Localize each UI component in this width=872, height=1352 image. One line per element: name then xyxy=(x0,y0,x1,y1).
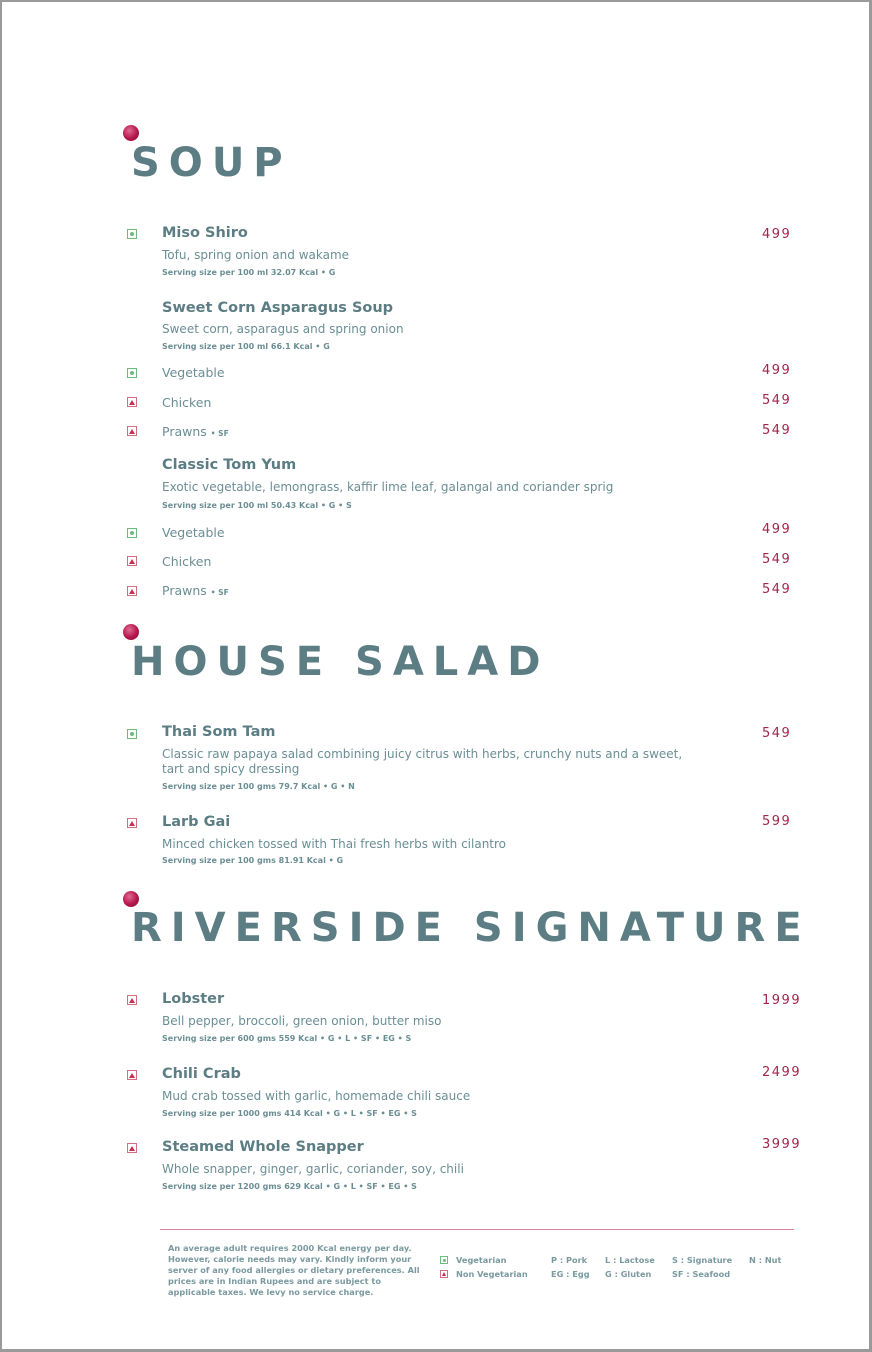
variant-label: Chicken xyxy=(162,395,212,410)
dish-description: Sweet corn, asparagus and spring onion xyxy=(162,322,404,336)
non-veg-icon xyxy=(127,397,137,407)
non-veg-icon xyxy=(127,586,137,596)
legend-non-vegetarian: Non Vegetarian xyxy=(456,1269,528,1279)
dish-price: 499 xyxy=(762,227,792,242)
dish-name: Larb Gai xyxy=(162,814,231,830)
veg-icon xyxy=(127,229,137,239)
legend-nut: N : Nut xyxy=(749,1255,782,1265)
non-veg-icon xyxy=(127,1143,137,1153)
dish-name: Sweet Corn Asparagus Soup xyxy=(162,300,394,316)
section-bullet xyxy=(123,125,139,141)
veg-icon xyxy=(127,729,137,739)
veg-icon xyxy=(440,1256,448,1264)
dish-description: Minced chicken tossed with Thai fresh herbs with cilantro xyxy=(162,837,507,851)
variant-price: 549 xyxy=(762,423,792,438)
non-veg-icon xyxy=(127,426,137,436)
veg-icon xyxy=(127,528,137,538)
section-title-soup: SOUP xyxy=(131,140,292,186)
variant-label: Prawns • SF xyxy=(162,583,229,598)
section-bullet xyxy=(123,624,139,640)
dish-name: Thai Som Tam xyxy=(162,724,276,740)
dish-description: Tofu, spring onion and wakame xyxy=(162,248,350,262)
legend-seafood: SF : Seafood xyxy=(672,1269,731,1279)
dish-price: 2499 xyxy=(762,1065,802,1080)
serving-info: Serving size per 1200 gms 629 Kcal • G • L • SF • EG • S xyxy=(162,1182,417,1191)
dish-description: Whole snapper, ginger, garlic, coriander, soy, chili xyxy=(162,1162,464,1176)
non-veg-icon xyxy=(127,995,137,1005)
non-veg-icon xyxy=(127,1070,137,1080)
dish-description: Classic raw papaya salad combining juicy citrus with herbs, crunchy nuts and a sweet, tart and spicy dressing xyxy=(162,747,683,776)
section-title-riverside-signature: RIVERSIDE SIGNATURE xyxy=(131,905,811,951)
non-veg-icon xyxy=(127,818,137,828)
dish-name: Miso Shiro xyxy=(162,225,248,241)
variant-price: 499 xyxy=(762,363,792,378)
legend-egg: EG : Egg xyxy=(551,1269,590,1279)
allergen-tag: • SF xyxy=(210,429,229,438)
variant-label: Vegetable xyxy=(162,525,225,540)
serving-info: Serving size per 600 gms 559 Kcal • G • L • SF • EG • S xyxy=(162,1034,412,1043)
section-title-house-salad: HOUSE SALAD xyxy=(131,639,550,685)
dish-price: 1999 xyxy=(762,993,802,1008)
veg-icon xyxy=(127,368,137,378)
legend-signature: S : Signature xyxy=(672,1255,733,1265)
variant-price: 549 xyxy=(762,582,792,597)
dish-description: Exotic vegetable, lemongrass, kaffir lime leaf, galangal and coriander sprig xyxy=(162,480,614,494)
variant-label: Chicken xyxy=(162,554,212,569)
legend-lactose: L : Lactose xyxy=(605,1255,655,1265)
dish-description: Bell pepper, broccoli, green onion, butter miso xyxy=(162,1014,442,1028)
dish-name: Chili Crab xyxy=(162,1066,241,1082)
variant-price: 549 xyxy=(762,393,792,408)
dish-price: 599 xyxy=(762,814,792,829)
dish-name: Classic Tom Yum xyxy=(162,457,297,473)
dish-name: Lobster xyxy=(162,991,225,1007)
variant-label: Vegetable xyxy=(162,365,225,380)
variant-price: 549 xyxy=(762,552,792,567)
dish-description: Mud crab tossed with garlic, homemade chili sauce xyxy=(162,1089,471,1103)
serving-info: Serving size per 100 ml 32.07 Kcal • G xyxy=(162,268,336,277)
allergen-tag: • SF xyxy=(210,588,229,597)
dish-price: 3999 xyxy=(762,1137,802,1152)
serving-info: Serving size per 100 ml 66.1 Kcal • G xyxy=(162,342,330,351)
variant-label: Prawns • SF xyxy=(162,424,229,439)
variant-price: 499 xyxy=(762,522,792,537)
footer-divider xyxy=(160,1229,794,1230)
legend-gluten: G : Gluten xyxy=(605,1269,652,1279)
non-veg-icon xyxy=(127,556,137,566)
serving-info: Serving size per 100 ml 50.43 Kcal • G • S xyxy=(162,501,352,510)
non-veg-icon xyxy=(440,1270,448,1278)
dish-name: Steamed Whole Snapper xyxy=(162,1139,364,1155)
serving-info: Serving size per 100 gms 81.91 Kcal • G xyxy=(162,856,344,865)
footer-note: An average adult requires 2000 Kcal energy per day. However, calorie needs may vary. Kindly inform your server of any food allergies or dietary preferences. All prices are in Indian Rupees and are subject to applicable taxes. We levy no service charge. xyxy=(168,1243,420,1297)
legend-vegetarian: Vegetarian xyxy=(456,1255,507,1265)
serving-info: Serving size per 100 gms 79.7 Kcal • G • N xyxy=(162,782,355,791)
serving-info: Serving size per 1000 gms 414 Kcal • G • L • SF • EG • S xyxy=(162,1109,417,1118)
dish-price: 549 xyxy=(762,726,792,741)
legend-pork: P : Pork xyxy=(551,1255,588,1265)
